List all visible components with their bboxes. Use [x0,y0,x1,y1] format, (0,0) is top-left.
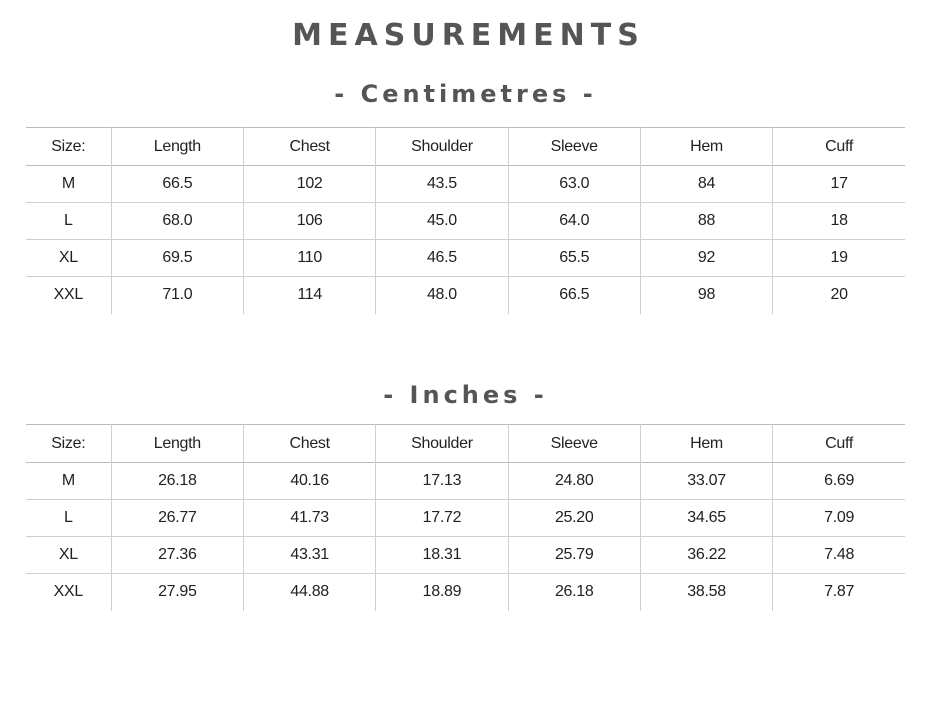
column-header: Length [111,128,243,166]
table-cell: 6.69 [773,463,905,500]
table-cell: 68.0 [111,203,243,240]
table-cell: XL [58,249,78,266]
table-cell: 18.89 [376,574,508,611]
table-cell: 40.16 [243,463,375,500]
table-cell: L [64,212,73,229]
table-cell: 92 [640,240,772,277]
table-cell: XXL [53,286,84,304]
table-cell: 18 [773,203,905,240]
table-cell: 102 [243,166,375,203]
table-cell: 110 [243,240,375,277]
table-cell: 84 [640,166,772,203]
column-header: Size: [51,434,86,452]
table-row [26,574,905,611]
table-cell: 26.18 [508,574,640,611]
column-header: Hem [640,425,772,463]
table-cell: 44.88 [243,574,375,611]
table-cell: 27.36 [111,537,243,574]
table-row [26,500,905,537]
table-cell: 43.31 [243,537,375,574]
table-cell: 17.72 [376,500,508,537]
table-cell: 69.5 [111,240,243,277]
table-cell: 34.65 [640,500,772,537]
column-header: Hem [640,128,772,166]
table-cell: 48.0 [376,277,508,314]
table-cell: 17 [773,166,905,203]
column-header: Sleeve [508,128,640,166]
table-cell: XXL [53,583,84,601]
table-cell: 88 [640,203,772,240]
table-cell: 43.5 [376,166,508,203]
table-cell: 71.0 [111,277,243,314]
table-cell: 38.58 [640,574,772,611]
table-cell: 66.5 [508,277,640,314]
table-cell: 17.13 [376,463,508,500]
table-cell: M [61,175,75,192]
column-header: Size: [51,137,86,155]
centimetres-heading: - Centimetres - [334,80,597,108]
table-cell: 26.18 [111,463,243,500]
table-cell: 114 [243,277,375,314]
table-row [26,277,905,314]
table-cell: 66.5 [111,166,243,203]
column-header: Cuff [773,128,905,166]
table-cell: 7.87 [773,574,905,611]
table-cell: 45.0 [376,203,508,240]
table-row [26,166,905,203]
table-cell: L [64,509,73,526]
table-cell: 106 [243,203,375,240]
table-cell: 25.20 [508,500,640,537]
table-cell: 41.73 [243,500,375,537]
table-cell: 33.07 [640,463,772,500]
table-header-row [26,128,905,166]
table-row [26,203,905,240]
column-header: Sleeve [508,425,640,463]
table-row [26,537,905,574]
column-header: Chest [243,128,375,166]
table-cell: 26.77 [111,500,243,537]
centimetres-table [26,127,905,314]
column-header: Shoulder [376,128,508,166]
table-header-row [26,425,905,463]
column-header: Cuff [773,425,905,463]
table-cell: 7.09 [773,500,905,537]
table-cell: 18.31 [376,537,508,574]
table-cell: 36.22 [640,537,772,574]
table-cell: 46.5 [376,240,508,277]
table-cell: 64.0 [508,203,640,240]
table-cell: XL [58,546,78,563]
table-cell: 20 [773,277,905,314]
table-cell: 7.48 [773,537,905,574]
table-cell: 19 [773,240,905,277]
table-cell: 63.0 [508,166,640,203]
inches-table [26,424,905,611]
table-cell: 25.79 [508,537,640,574]
column-header: Length [111,425,243,463]
column-header: Shoulder [376,425,508,463]
table-cell: 27.95 [111,574,243,611]
table-cell: M [61,472,75,489]
table-cell: 24.80 [508,463,640,500]
column-header: Chest [243,425,375,463]
table-cell: 65.5 [508,240,640,277]
inches-heading: - Inches - [383,381,548,409]
page-title: MEASUREMENTS [292,18,645,53]
table-cell: 98 [640,277,772,314]
table-row [26,240,905,277]
table-row [26,463,905,500]
